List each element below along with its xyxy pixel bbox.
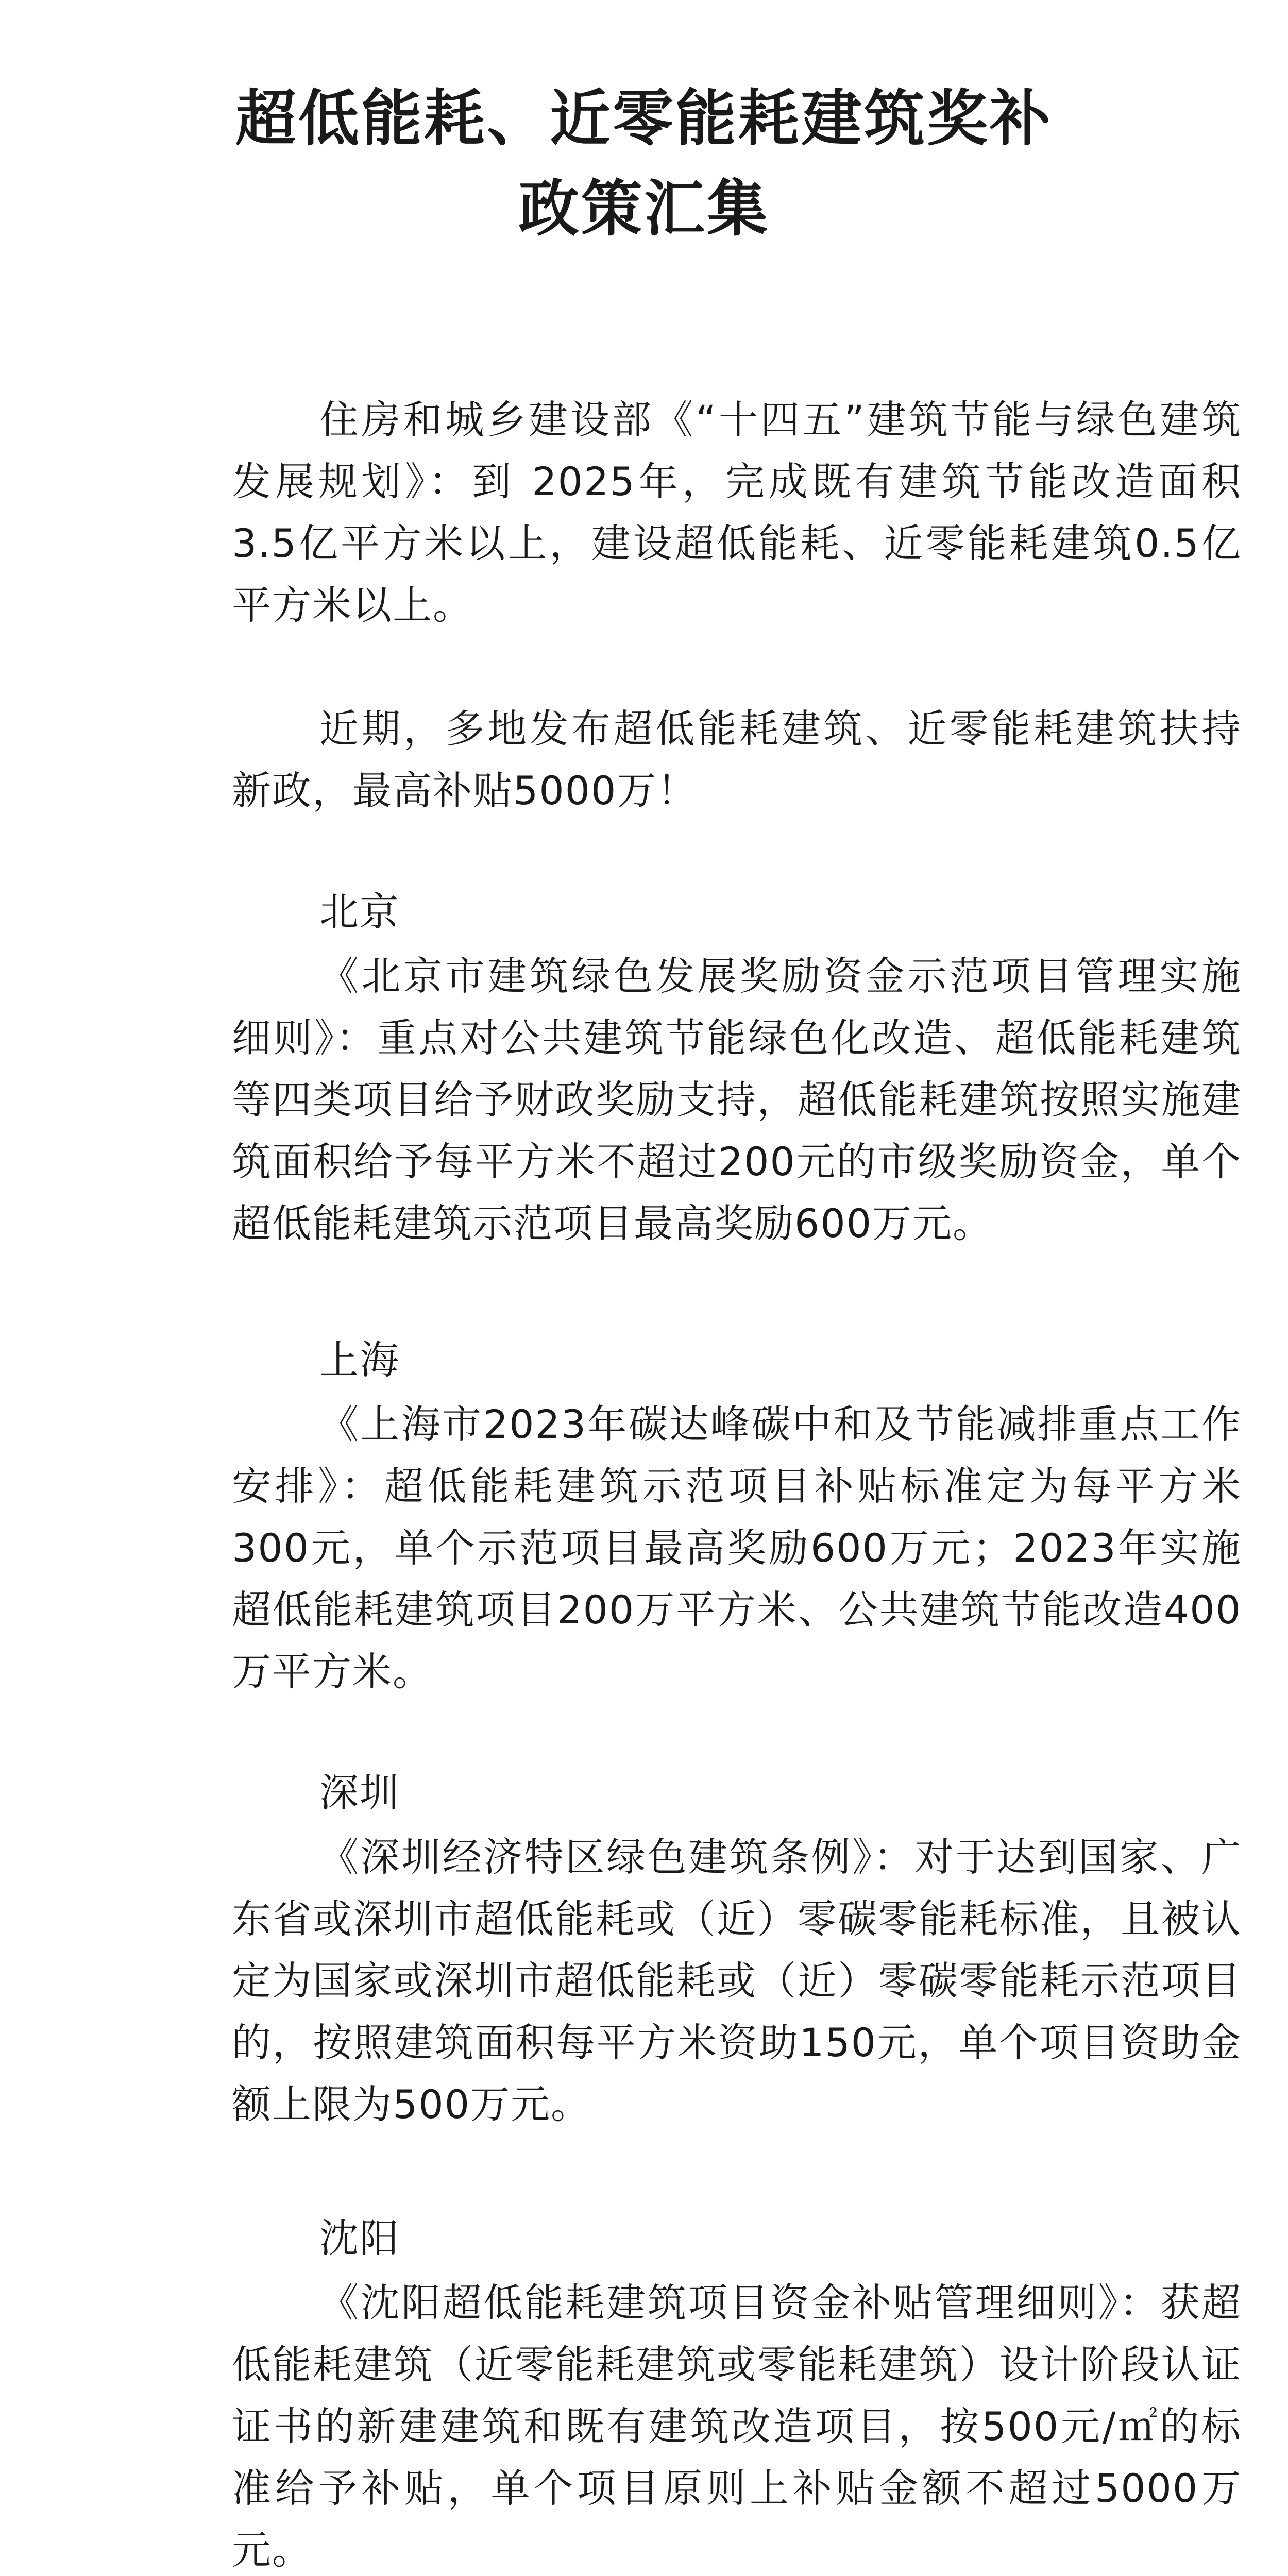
section-body-shenzhen [232,1826,1242,2136]
intro-paragraph-2-text: 近期，多地发布超低能耗建筑、近零能耗建筑扶持新政，最高补贴5000万！ [232,706,1242,814]
section-body-shanghai [232,1394,1242,1703]
section-body-shanghai-text: 《上海市2023年碳达峰碳中和及节能减排重点工作安排》：超低能耗建筑示范项目补贴标准定为每平方米300元，单个示范项目最高奖励600万元；2023年实施超低能耗建筑项目200万平方米、公共建筑节能改造400万平方米。 [232,1401,1242,1694]
intro-paragraph-1 [232,389,1242,636]
intro-paragraph-1-text: 住房和城乡建设部《“十四五”建筑节能与绿色建筑发展规划》：到 2025年，完成既有建筑节能改造面积 3.5亿平方米以上，建设超低能耗、近零能耗建筑0.5亿平方米以上。 [232,397,1242,628]
section-heading-shenzhen: 深圳 [319,1770,400,1816]
page-title-line-2: 政策汇集 [518,173,770,244]
section-body-shenzhen-text: 《深圳经济特区绿色建筑条例》：对于达到国家、广东省或深圳市超低能耗或（近）零碳零能耗标准，且被认定为国家或深圳市超低能耗或（近）零碳零能耗示范项目的，按照建筑面积每平方米资助150元，单个项目资助金额上限为500万元。 [232,1834,1242,2127]
section-body-shenyang [232,2272,1242,2576]
section-heading-beijing: 北京 [319,889,400,935]
section-body-beijing-text: 《北京市建筑绿色发展奖励资金示范项目管理实施细则》：重点对公共建筑节能绿色化改造、超低能耗建筑等四类项目给予财政奖励支持，超低能耗建筑按照实施建筑面积给予每平方米不超过200元的市级奖励资金，单个超低能耗建筑示范项目最高奖励600万元。 [232,953,1242,1246]
section-heading-shanghai: 上海 [319,1337,400,1383]
section-body-beijing [232,945,1242,1255]
page-title-line-1: 超低能耗、近零能耗建筑奖补 [235,83,1053,154]
section-heading-shenyang: 沈阳 [319,2215,400,2261]
intro-paragraph-2 [232,698,1242,822]
section-body-shenyang-text: 《沈阳超低能耗建筑项目资金补贴管理细则》：获超低能耗建筑（近零能耗建筑或零能耗建筑）设计阶段认证证书的新建建筑和既有建筑改造项目，按500元/㎡的标准给予补贴，单个项目原则上补贴金额不超过5000万元。 [232,2280,1242,2573]
